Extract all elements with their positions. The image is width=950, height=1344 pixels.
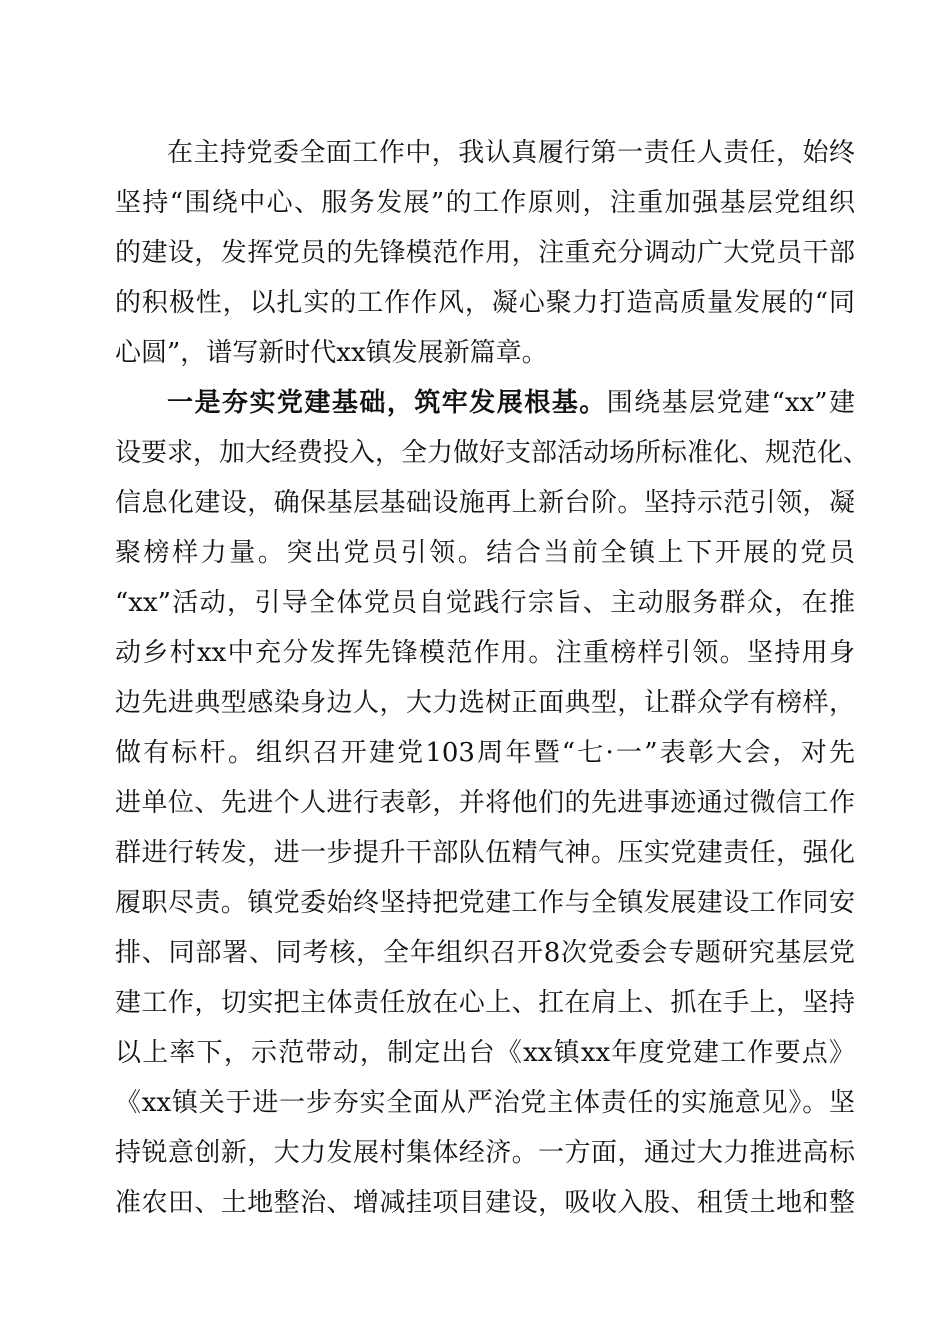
paragraph-2-line-15: 《xx镇关于进一步夯实全面从严治党主体责任的实施意见》。坚: [115, 1088, 855, 1118]
paragraph-1-line-1: 在主持党委全面工作中，我认真履行第一责任人责任，始终: [167, 138, 855, 168]
paragraph-2-line-16: 持锐意创新，大力发展村集体经济。一方面，通过大力推进高标: [115, 1138, 855, 1168]
paragraph-1-line-4: 的积极性，以扎实的工作作风，凝心聚力打造高质量发展的“同: [115, 288, 855, 318]
paragraph-2-line-4: 聚榜样力量。突出党员引领。结合当前全镇上下开展的党员: [115, 538, 855, 568]
paragraph-2-heading: 一是夯实党建基础，筑牢发展根基。: [167, 388, 607, 418]
paragraph-2-line-7: 边先进典型感染身边人，大力选树正面典型，让群众学有榜样，: [115, 688, 855, 718]
paragraph-2-line-11: 履职尽责。镇党委始终坚持把党建工作与全镇发展建设工作同安: [115, 888, 855, 918]
paragraph-2-line-12: 排、同部署、同考核，全年组织召开8次党委会专题研究基层党: [115, 938, 855, 968]
paragraph-2-line-3: 信息化建设，确保基层基础设施再上新台阶。坚持示范引领，凝: [115, 488, 855, 518]
paragraph-2-line-5: “xx”活动，引导全体党员自觉践行宗旨、主动服务群众，在推: [115, 588, 855, 618]
paragraph-2-line-17: 准农田、土地整治、增减挂项目建设，吸收入股、租赁土地和整: [115, 1188, 855, 1218]
paragraph-2-line-14: 以上率下，示范带动，制定出台《xx镇xx年度党建工作要点》: [115, 1038, 855, 1068]
paragraph-1-line-3: 的建设，发挥党员的先锋模范作用，注重充分调动广大党员干部: [115, 238, 855, 268]
paragraph-2-line-1-text: 围绕基层党建“xx”建: [606, 388, 855, 418]
paragraph-1-line-2: 坚持“围绕中心、服务发展”的工作原则，注重加强基层党组织: [115, 188, 855, 218]
paragraph-2-line-10: 群进行转发，进一步提升干部队伍精气神。压实党建责任，强化: [115, 838, 855, 868]
paragraph-1-line-5: 心圆”，谱写新时代xx镇发展新篇章。: [115, 338, 548, 368]
paragraph-2-line-8: 做有标杆。组织召开建党103周年暨“七·一”表彰大会，对先: [115, 738, 855, 768]
paragraph-2-line-9: 进单位、先进个人进行表彰，并将他们的先进事迹通过微信工作: [115, 788, 855, 818]
paragraph-2-line-2: 设要求，加大经费投入，全力做好支部活动场所标准化、规范化、: [115, 438, 870, 468]
paragraph-2-line-1: [167, 378, 855, 428]
paragraph-2-line-6: 动乡村xx中充分发挥先锋模范作用。注重榜样引领。坚持用身: [115, 638, 855, 668]
paragraph-2-line-13: 建工作，切实把主体责任放在心上、扛在肩上、抓在手上，坚持: [115, 988, 855, 1018]
